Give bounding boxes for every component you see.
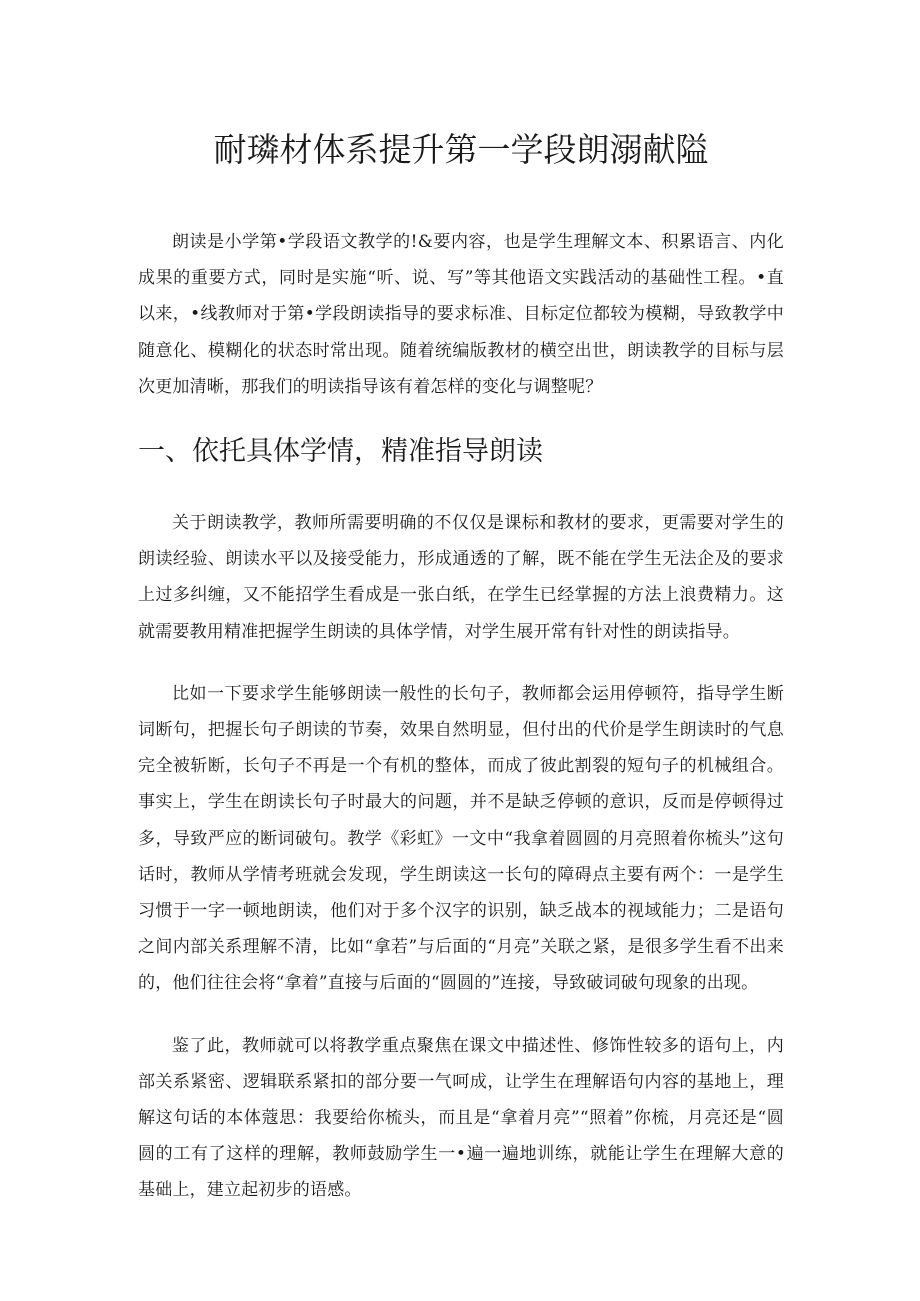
intro-paragraph: 朗读是小学第•学段语文教学的!&要内容，也是学生理解文本、积累语言、内化成果的重要方式，同时是实施“听、说、写”等其他语文实践活动的基础性工程。•直以来，•线教师对于第•学段朗读指导的要求标准、目标定位都较为模糊，导致教学中随意化、模糊化的状态时常出现。随着统编版教材的横空出世，朗读教学的目标与层次更加清晰，那我们的明读指导该有着怎样的变化与调整呢？	[138, 232, 784, 397]
section-heading: 一、依托具体学情，精准指导朗读	[138, 436, 543, 468]
body-paragraph: 比如一下要求学生能够朗读一般性的长句子，教师都会运用停顿符，指导学生断词断句，把握长句子朗读的节奏，效果自然明显，但付出的代价是学生朗读时的气息完全被斩断，长句子不再是一个有机的整体，而成了彼此割裂的短句子的机械组合。事实上，学生在朗读长句子时最大的问题，并不是缺乏停顿的意识，反而是停顿得过多，导致严应的断词破句。教学《彩虹》一文中“我拿着圆圆的月亮照着你梳头”这句话时，教师从学情考班就会发现，学生朗读这一长句的障碍点主要有两个：一是学生习惯于一字一顿地朗读，他们对于多个汉字的识别，缺乏战本的视域能力；二是语句之间内部关系理解不清，比如“拿若”与后面的“月亮”关联之紧，是很多学生看不出来的，他们往往会将“拿着”直接与后面的“圆圆的”连接，导致破词破句现象的出现。	[138, 683, 784, 994]
document-title: 耐璘材体系提升第一学段朗溺献隘	[213, 130, 709, 169]
body-paragraph: 关于朗读教学，教师所需要明确的不仅仅是课标和教材的要求，更需要对学生的朗读经验、朗读水平以及接受能力，形成通透的了解，既不能在学生无法企及的要求上过多纠缠，又不能招学生看成是一张白纸，在学生已经掌握的方法上浪费精力。这就需要教用精准把握学生朗读的具体学情，对学生展开常有针对性的朗读指导。	[138, 513, 784, 642]
body-paragraph: 鉴了此，教师就可以将教学重点聚焦在课文中描述性、修饰性较多的语句上，内部关系紧密、逻辑联系紧扣的部分要一气呵成，让学生在理解语句内容的基地上，理解这句话的本体蔻思：我要给你梳头，而且是“拿着月亮”“照着”你梳，月亮还是“圆圆的工有了这样的理解，教师鼓励学生一•遍一遍地训练，就能让学生在理解大意的基础上，建立起初步的语感。	[138, 1035, 784, 1201]
